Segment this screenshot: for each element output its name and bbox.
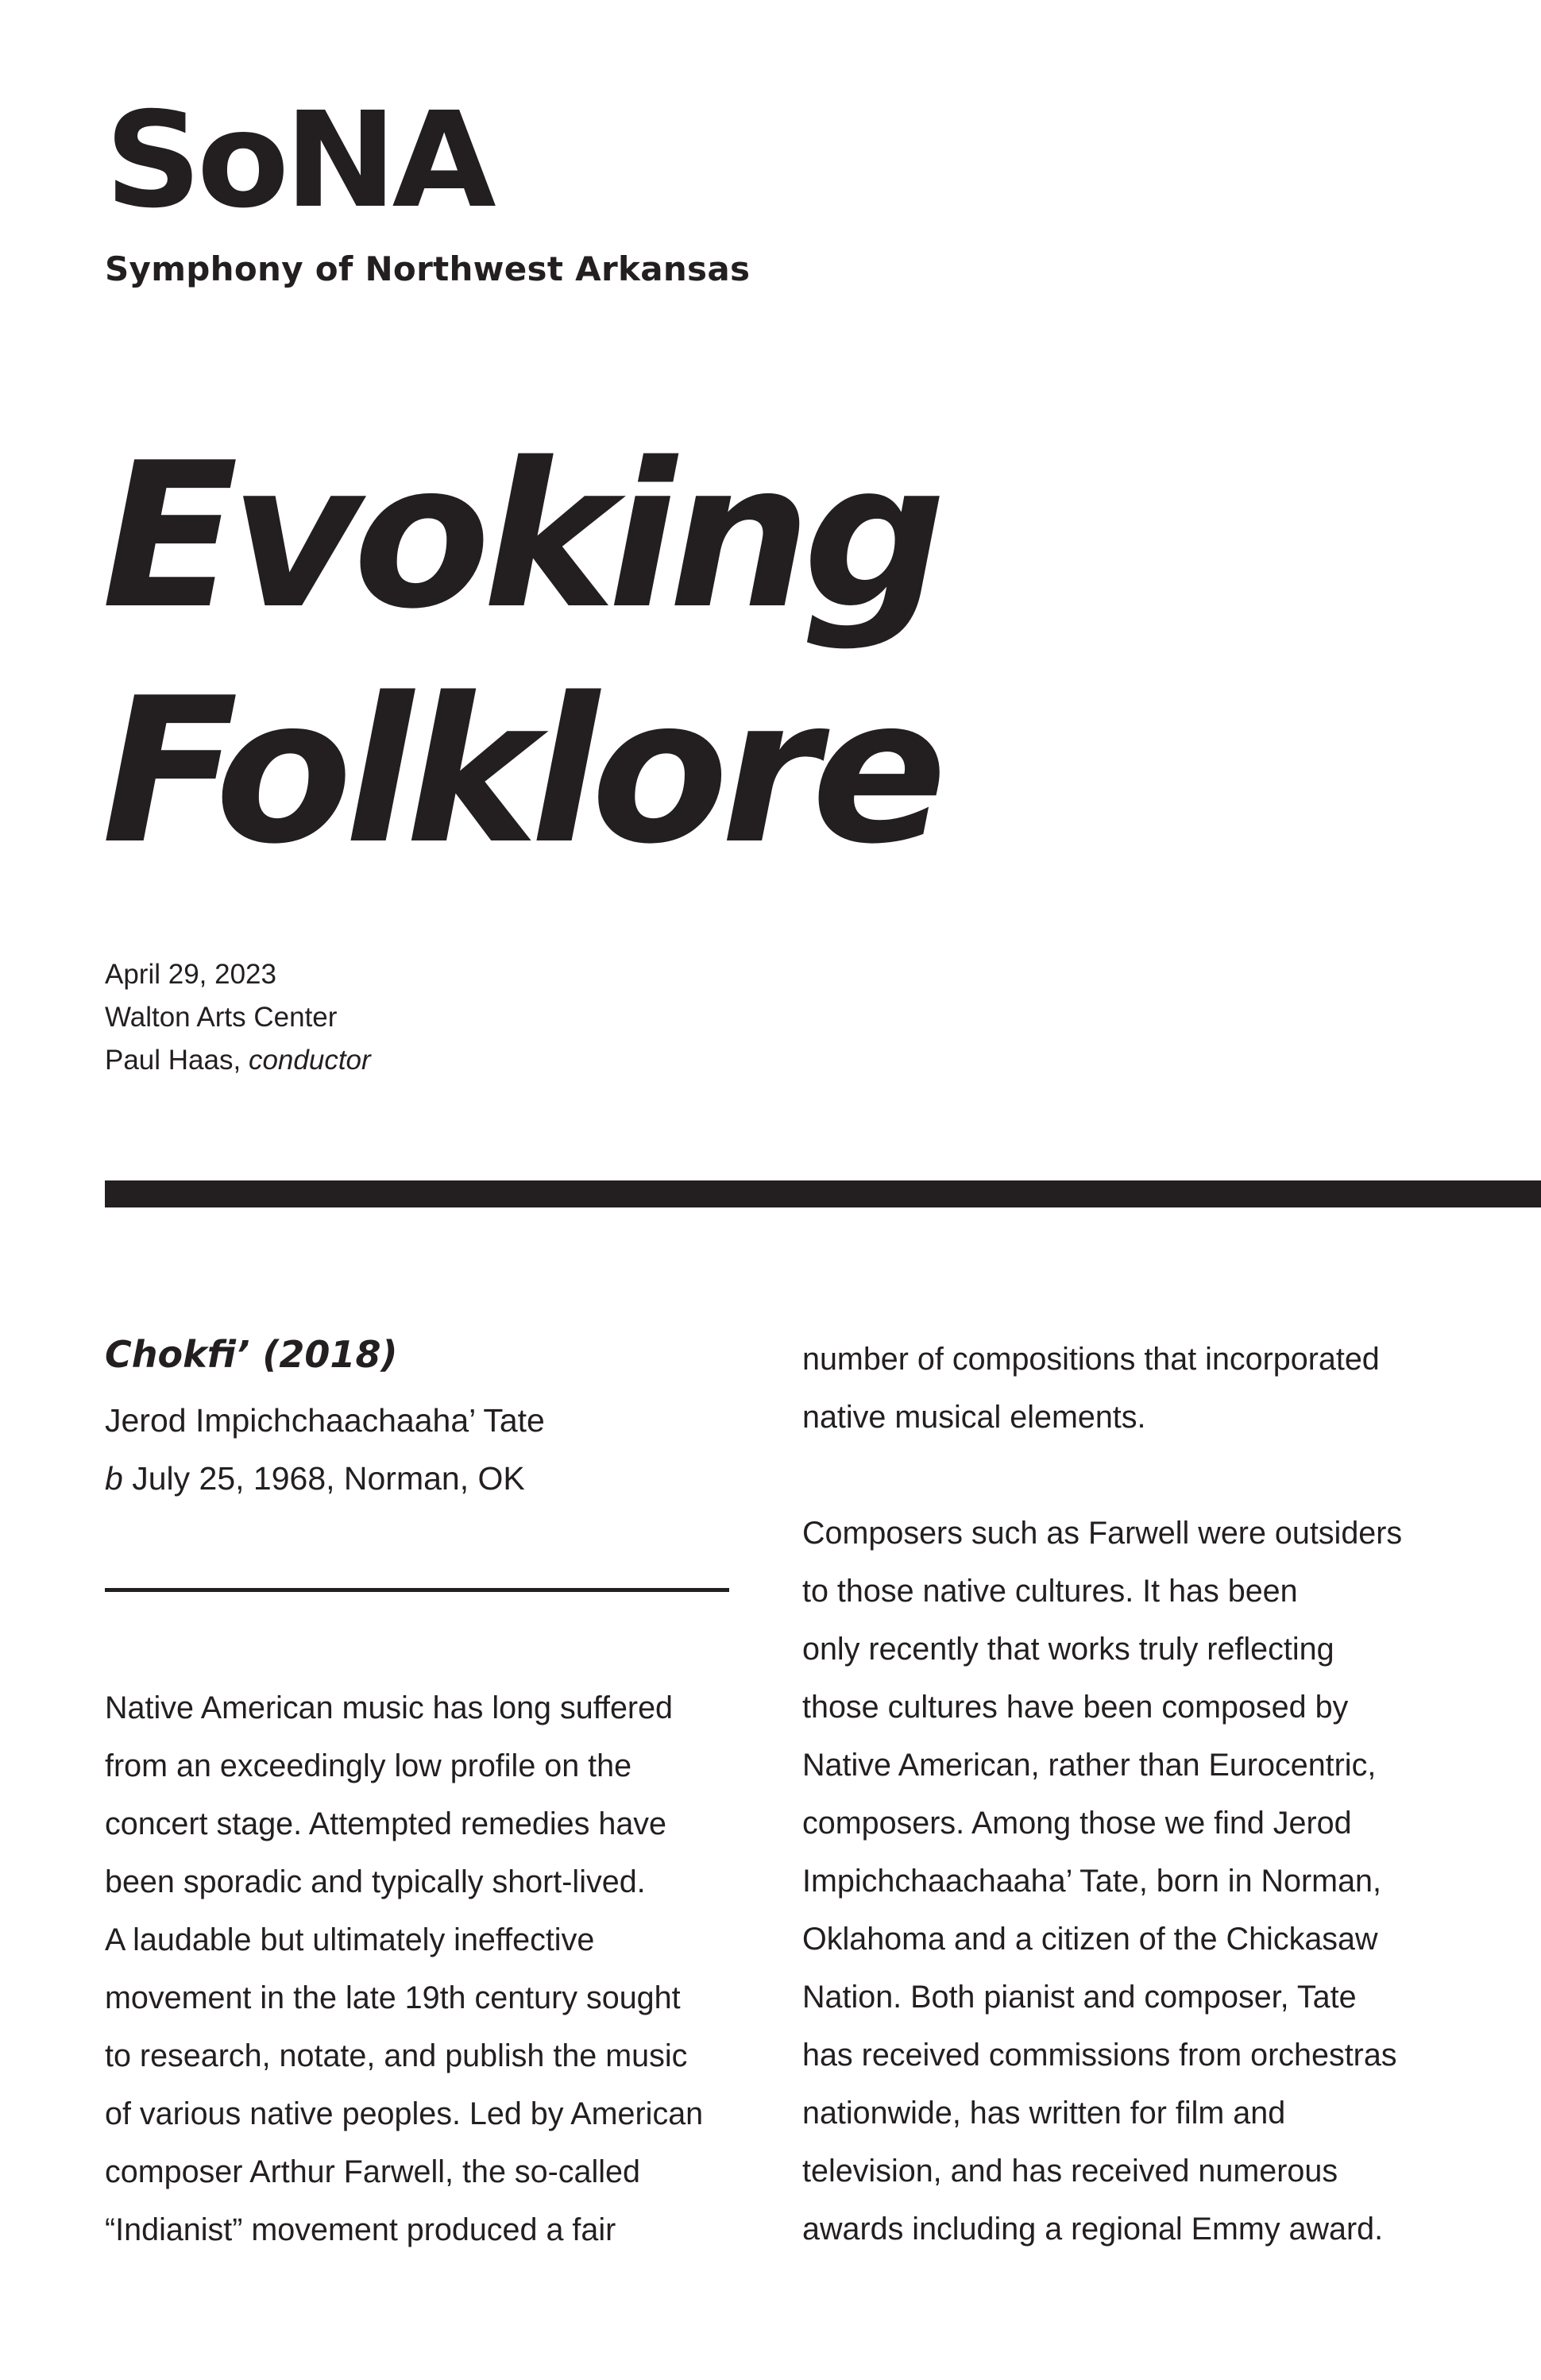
notes-line: only recently that works truly reflecting [802, 1632, 1334, 1667]
notes-line: native musical elements. [802, 1400, 1146, 1435]
concert-title [102, 419, 939, 890]
conductor-name: Paul Haas, [105, 1045, 241, 1076]
notes-line: awards including a regional Emmy award. [802, 2212, 1384, 2247]
notes-paragraph [105, 1679, 703, 2259]
notes-line: Impichchaachaaha’ Tate, born in Norman, [802, 1864, 1381, 1899]
concert-venue: Walton Arts Center [105, 1002, 338, 1033]
conductor-role: conductor [248, 1045, 371, 1076]
section-divider [105, 1180, 1541, 1207]
concert-conductor [105, 1039, 371, 1082]
notes-line: number of compositions that incorporated [802, 1342, 1380, 1377]
sona-logo: SoNA [105, 84, 492, 238]
program-notes-right-column [802, 1331, 1402, 2258]
notes-line: television, and has received numerous [802, 2154, 1338, 2189]
notes-line: Native American music has long suffered [105, 1690, 674, 1725]
program-notes-left-column [105, 1679, 703, 2259]
notes-line: Nation. Both pianist and composer, Tate [802, 1980, 1357, 2015]
notes-line: composer Arthur Farwell, the so-called [105, 2154, 640, 2189]
notes-line: “Indianist” movement produced a fair [105, 2212, 616, 2247]
notes-line: has received commissions from orchestras [802, 2038, 1397, 2073]
concert-title-line-2: Folklore [102, 655, 940, 888]
notes-line: nationwide, has written for film and [802, 2096, 1286, 2131]
composer-name: Jerod Impichchaachaaha’ Tate [105, 1402, 545, 1439]
notes-line: composers. Among those we find Jerod [802, 1806, 1352, 1841]
notes-line: Oklahoma and a citizen of the Chickasaw [802, 1922, 1378, 1957]
born-details: July 25, 1968, Norman, OK [132, 1460, 525, 1497]
piece-title: Chokfi’ (2018) [105, 1333, 398, 1376]
concert-title-line-1: Evoking [102, 420, 939, 653]
notes-line: to research, notate, and publish the music [105, 2038, 688, 2073]
notes-line: to those native cultures. It has been [802, 1574, 1298, 1609]
composer-info [105, 1392, 545, 1508]
notes-paragraph [802, 1331, 1402, 1447]
organization-name: Symphony of Northwest Arkansas [105, 249, 751, 288]
notes-paragraph [802, 1505, 1402, 2258]
concert-details [105, 953, 371, 1082]
notes-line: been sporadic and typically short-lived. [105, 1864, 646, 1899]
born-prefix: b [105, 1460, 123, 1497]
notes-line: concert stage. Attempted remedies have [105, 1806, 667, 1841]
piece-divider [105, 1588, 729, 1592]
concert-date: April 29, 2023 [105, 959, 276, 990]
notes-line: those cultures have been composed by [802, 1690, 1349, 1725]
notes-line: from an exceedingly low profile on the [105, 1748, 632, 1783]
notes-line: Composers such as Farwell were outsiders [802, 1516, 1403, 1551]
notes-line: movement in the late 19th century sought [105, 1980, 681, 2015]
notes-line: Native American, rather than Eurocentric, [802, 1748, 1377, 1783]
composer-birth [105, 1450, 545, 1508]
notes-line: A laudable but ultimately ineffective [105, 1922, 595, 1957]
notes-line: of various native peoples. Led by American [105, 2096, 704, 2131]
